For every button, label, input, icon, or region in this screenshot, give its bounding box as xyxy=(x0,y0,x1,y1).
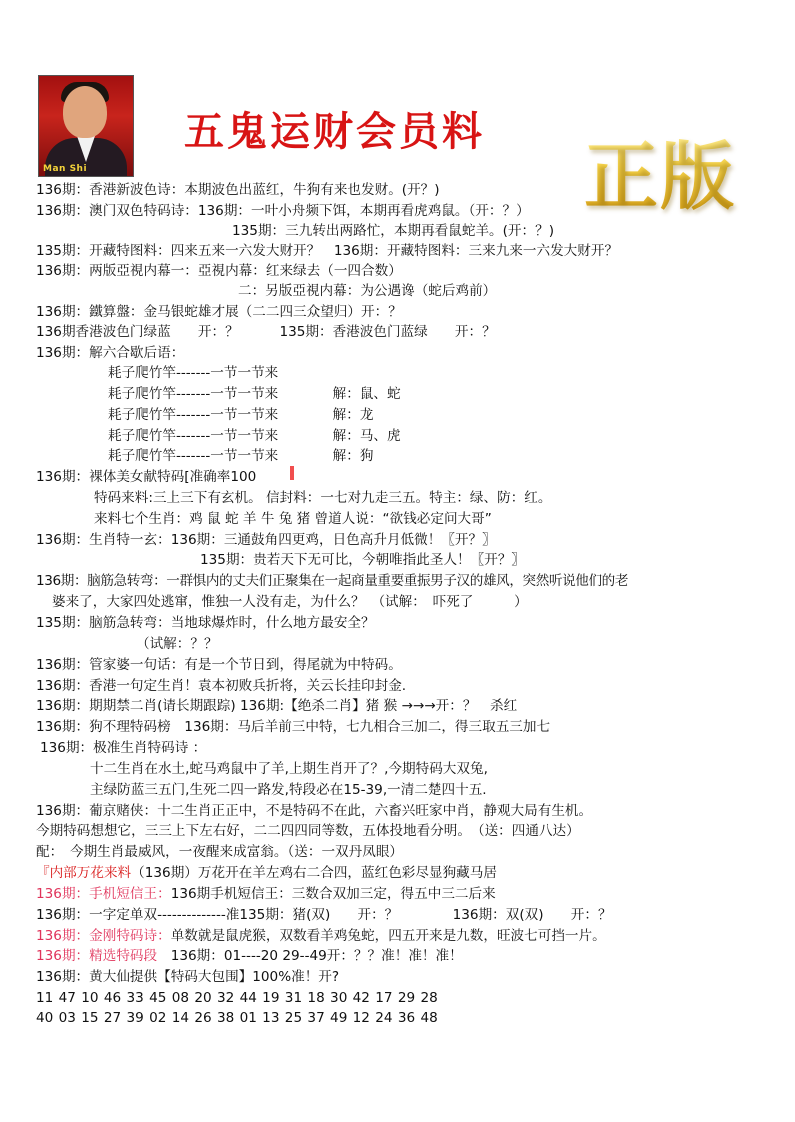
text-line: 耗子爬竹竿-------一节一节来 解：鼠、蛇 xyxy=(108,386,401,402)
text-line: 136期：黄大仙提供【特码大包围】100%准！开? xyxy=(36,969,340,985)
number-row: 11 47 10 46 33 45 08 20 32 44 19 31 18 30 42 17 29 28 xyxy=(36,990,438,1006)
text-line: 136期：解六合歇后语： xyxy=(36,345,185,361)
highlight-prefix: 136期：精选特码段 xyxy=(36,948,158,964)
text-line: 特码来料:三上三下有玄机。 信封料：一七对九走三五。特主：绿、防：红。 xyxy=(94,490,552,506)
highlight-prefix: 136期：手机短信王： xyxy=(36,886,171,902)
page-title: 五鬼运财会员料 xyxy=(184,108,485,155)
text-line: 配： 今期生肖最威风，一夜醒来成富翁。（送：一双丹凤眼） xyxy=(36,844,404,860)
text-line: 今期特码想想它，三三上下左右好，二二四四同等数，五体投地看分明。 （送：四通八达） xyxy=(36,823,580,839)
photo-face xyxy=(63,86,107,138)
text-line: 136期：一字定单双--------------准135期：猪(双) 开：？ 136期：双(双) 开：？ xyxy=(36,907,612,923)
text-line: 136期：管家婆一句话：有是一个节日到，得尾就为中特码。 xyxy=(36,657,402,673)
text-line: 『内部万花来料（136期）万花开在羊左鸡右二合四，蓝红色彩尽显狗藏马居 xyxy=(36,865,497,881)
text-line: 135期：开藏特图料：四来五来一六发大财开？ 136期：开藏特图料：三来九来一六发大财开？ xyxy=(36,243,619,259)
text-line: 来料七个生肖：鸡 鼠 蛇 羊 牛 兔 猪 曾道人说：“欲钱必定问大哥” xyxy=(94,511,492,527)
photo-caption: Man Shi xyxy=(43,164,88,174)
text-line: 耗子爬竹竿-------一节一节来 xyxy=(108,365,279,381)
text-line: 十二生肖在水土,蛇马鸡鼠中了羊,上期生肖开了？,今期特码大双兔, xyxy=(90,761,488,777)
text-line: 136期：两版亞視内幕一：亞視内幕：红来绿去（一四合数） xyxy=(36,263,402,279)
text-line: 婆来了，大家四处逃窜，惟独一人没有走，为什么？ （试解： 吓死了 ） xyxy=(52,594,528,610)
author-photo xyxy=(38,75,134,177)
text-line: 135期：三九转出两路忙，本期再看鼠蛇羊。(开：？) xyxy=(232,223,555,239)
text-line: 主绿防蓝三五门,生死二四一路发,特段必在15-39,一清二楚四十五. xyxy=(90,782,487,798)
text-line: 二：另版亞視内幕：为公遇谗（蛇后鸡前） xyxy=(238,283,497,299)
text-line: 136期：狗不理特码榜 136期：马后羊前三中特，七九相合三加二，得三取五三加七 xyxy=(36,719,551,735)
text-line: 136期：生肖特一玄：136期：三通鼓角四更鸡，日色高升月低微！〖开？〗 xyxy=(36,532,496,548)
text-line: 136期：鐵算盤：金马银蛇雄才展（二二四三众望归）开：？ xyxy=(36,304,402,320)
number-row: 40 03 15 27 39 02 14 26 38 01 13 25 37 49 12 24 36 48 xyxy=(36,1010,438,1026)
text-line: （试解：？？ xyxy=(136,636,218,652)
highlight-prefix: 136期：金刚特码诗： xyxy=(36,928,171,944)
highlight-prefix: 『内部万花来料 xyxy=(36,865,132,881)
text-line: 136期：极准生肖特码诗 ： xyxy=(40,740,207,756)
red-mark xyxy=(290,466,294,480)
text-line: 136期香港波色门绿蓝 开：？ 135期：香港波色门蓝绿 开：？ xyxy=(36,324,496,340)
text-line: 136期：精选特码段 136期：01----20 29--49开：？？准！准！准！ xyxy=(36,948,463,964)
text-line: 耗子爬竹竿-------一节一节来 解：马、虎 xyxy=(108,428,401,444)
text-line: 136期：裸体美女献特码[准确率100 xyxy=(36,469,257,485)
text-line: 135期：贵若天下无可比，今朝唯指此圣人！〖开？〗 xyxy=(200,552,526,568)
text-line: 136期：香港一句定生肖！袁本初败兵折将，关云长挂印封金. xyxy=(36,678,407,694)
genuine-stamp: 正版 xyxy=(584,118,736,224)
text-line: 136期：脑筋急转弯：一群惧内的丈夫们正聚集在一起商量重要重振男子汉的雄风，突然听说他们的老 xyxy=(36,573,629,589)
text-line: 136期：澳门双色特码诗：136期：一叶小舟频下饵，本期再看虎鸡鼠。（开：？） xyxy=(36,203,530,219)
text-line: 耗子爬竹竿-------一节一节来 解：狗 xyxy=(108,448,374,464)
text-line: 136期：香港新波色诗：本期波色出蓝红，牛狗有来也发财。(开？) xyxy=(36,182,440,198)
text-line: 136期：期期禁二肖(请长期跟踪) 136期:【绝杀二肖】猪 猴 →→→开：？ 杀红 xyxy=(36,698,518,714)
text-line: 136期：葡京赌侠：十二生肖正正中，不是特码不在此，六畜兴旺家中肖，静观大局有生机。 xyxy=(36,803,593,819)
text-line: 136期：手机短信王：136期手机短信王：三数合双加三定，得五中三二后来 xyxy=(36,886,496,902)
text-line: 136期：金刚特码诗：单数就是鼠虎猴，双数看羊鸡兔蛇，四五开来是九数，旺波七可挡一片。 xyxy=(36,928,606,944)
text-line: 耗子爬竹竿-------一节一节来 解：龙 xyxy=(108,407,374,423)
text-line: 135期：脑筋急转弯：当地球爆炸时，什么地方最安全？ xyxy=(36,615,375,631)
